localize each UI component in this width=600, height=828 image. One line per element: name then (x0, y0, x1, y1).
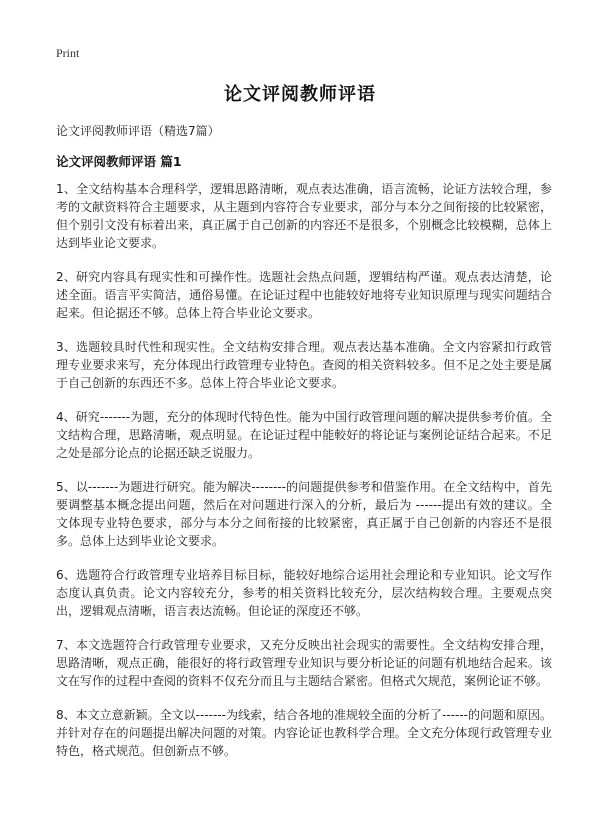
document-subtitle: 论文评阅教师评语（精选7篇） (56, 124, 220, 138)
comment-list (56, 180, 552, 776)
comment-paragraph-6: 6、选题符合行政管理专业培养目标目标，能较好地综合运用社会理论和专业知识。论文写作态度认真负责。论文内容较充分，参考的相关资料比较充分，层次结构较合理。主要观点突出，逻辑观点清晰，语言表达流畅。但论证的深度还不够。 (56, 568, 552, 618)
comment-paragraph-4: 4、研究-------为题，充分的体现时代特色性。能为中国行政管理问题的解决提供参考价值。全文结构合理，思路清晰，观点明显。在论证过程中能較好的将论证与案例论证结合起来。不足之处是部分论点的论据还缺乏说服力。 (56, 410, 552, 460)
comment-paragraph-7: 7、本文选题符合行政管理专业要求，又充分反映出社会现实的需要性。全文结构安排合理，思路清晰，观点正确，能很好的将行政管理专业知识与要分析论证的问题有机地结合起来。该文在写作的过程中查阅的资料不仅充分而且与主题结合紧密。但格式欠规范，案例论证不够。 (56, 638, 552, 688)
print-label: Print (56, 46, 80, 60)
comment-paragraph-1: 1、全文结构基本合理科学，逻辑思路清晰，观点表达准确，语言流畅，论证方法较合理，参考的文献资料符合主题要求，从主题到内容符合专业要求，部分与本分之间衔接的比较紧密，但个别引文没有标着出来，真正属于自己创新的内容还不是很多，个别概念比较模糊，总体上达到毕业论文要求。 (56, 182, 552, 250)
comment-paragraph-5: 5、以-------为题进行研究。能为解决--------的问题提供参考和借鉴作用。在全文结构中，首先要调整基本概念提出问题，然后在对问题进行深入的分析，最后为 ------提出有效的建议。全文体现专业特色要求，部分与本分之间衔接的比较紧密，真正属于自己创新的内容还不是很多。总体上达到毕业论文要求。 (56, 480, 552, 548)
comment-paragraph-2: 2、研究内容具有现实性和可操作性。选题社会热点问题，逻辑结构严谨。观点表达清楚，论述全面。语言平实简洁，通俗易懂。在论证过程中也能较好地将专业知识原理与现实问题结合起来。但论据还不够。总体上符合毕业论文要求。 (56, 270, 552, 320)
comment-paragraph-3: 3、选题较具时代性和现实性。全文结构安排合理。观点表达基本准确。全文内容紧扣行政管理专业要求来写，充分体现出行政管理专业特色。查阅的相关资料较多。但不足之处主要是属于自己创新的东西还不多。总体上符合毕业论文要求。 (56, 340, 552, 390)
section-heading: 论文评阅教师评语 篇1 (56, 154, 182, 169)
comment-paragraph-8: 8、本文立意新颖。全文以-------为线索，结合各地的准规较全面的分析了------的问题和原因。并针对存在的问题提出解决问题的对策。内容论证也教科学合理。全文充分体现行政管理专业特色，格式规范。但创新点不够。 (56, 708, 552, 758)
page-title: 论文评阅教师评语 (224, 84, 376, 105)
